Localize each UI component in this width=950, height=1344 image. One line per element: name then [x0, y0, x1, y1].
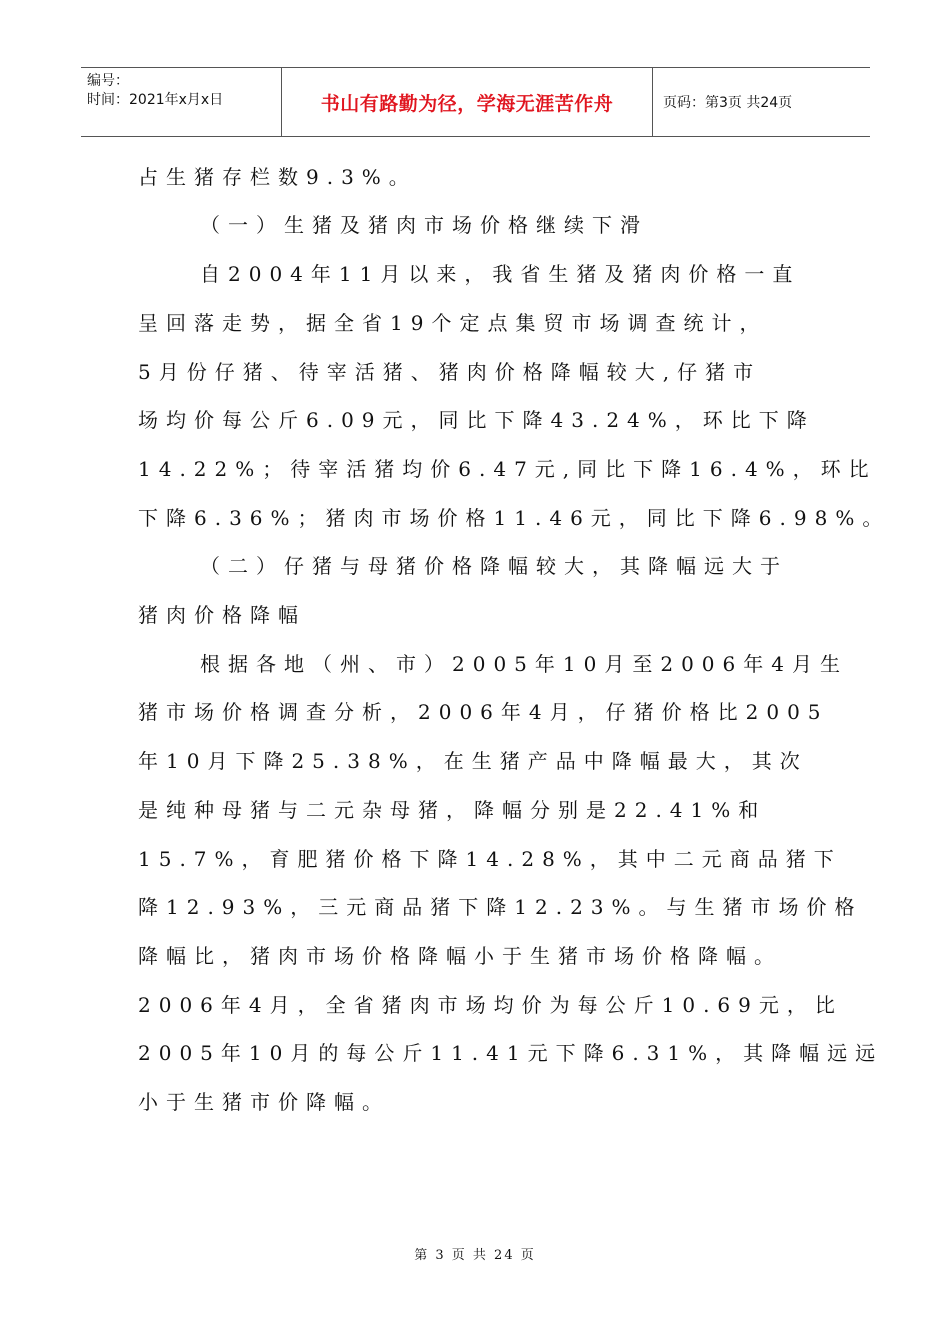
- body-line: 是纯种母猪与二元杂母猪，降幅分别是22.41%和: [138, 798, 767, 822]
- section-heading-1: （一）生猪及猪肉市场价格继续下滑: [200, 213, 648, 237]
- body-line: 猪市场价格调查分析，2006年4月，仔猪价格比2005: [138, 700, 829, 724]
- section-heading-2-cont: 猪肉价格降幅: [138, 603, 306, 627]
- document-time-label: 时间：2021年x月x日: [87, 92, 224, 108]
- body-line: 15.7%，育肥猪价格下降14.28%，其中二元商品猪下: [138, 847, 842, 871]
- page-header: [81, 67, 870, 137]
- body-line: 自2004年11月以来，我省生猪及猪肉价格一直: [200, 262, 801, 286]
- body-line: 降12.93%，三元商品猪下降12.23%。与生猪市场价格: [138, 895, 863, 919]
- header-meta: [81, 68, 282, 136]
- body-line: 14.22%；待宰活猪均价6.47元,同比下降16.4%，环比: [138, 457, 877, 481]
- document-number-label: 编号：: [87, 73, 129, 89]
- page-footer: 第 3 页 共 24 页: [414, 1248, 536, 1263]
- header-motto: 书山有路勤为径，学海无涯苦作舟: [282, 68, 653, 136]
- body-line: 呈回落走势，据全省19个定点集贸市场调查统计，: [138, 311, 768, 335]
- body-line: 年10月下降25.38%，在生猪产品中降幅最大，其次: [138, 749, 808, 773]
- body-line: 场均价每公斤6.09元，同比下降43.24%，环比下降: [138, 408, 815, 432]
- header-page-code: 页码：第3页 共24页: [663, 95, 793, 111]
- body-line: 降幅比，猪肉市场价格降幅小于生猪市场价格降幅。: [138, 944, 782, 968]
- body-line: 占生猪存栏数9.3%。: [138, 165, 417, 189]
- body-line: 2005年10月的每公斤11.41元下降6.31%，其降幅远远: [138, 1041, 884, 1065]
- body-line: 根据各地（州、市）2005年10月至2006年4月生: [200, 652, 848, 676]
- body-line: 2006年4月，全省猪肉市场均价为每公斤10.69元，比: [138, 993, 843, 1017]
- body-line: 5月份仔猪、待宰活猪、猪肉价格降幅较大,仔猪市: [138, 360, 762, 384]
- body-line: 下降6.36%；猪肉市场价格11.46元，同比下降6.98%。: [138, 506, 891, 530]
- section-heading-2: （二）仔猪与母猪价格降幅较大，其降幅远大于: [200, 554, 788, 578]
- body-line: 小于生猪市价降幅。: [138, 1090, 390, 1114]
